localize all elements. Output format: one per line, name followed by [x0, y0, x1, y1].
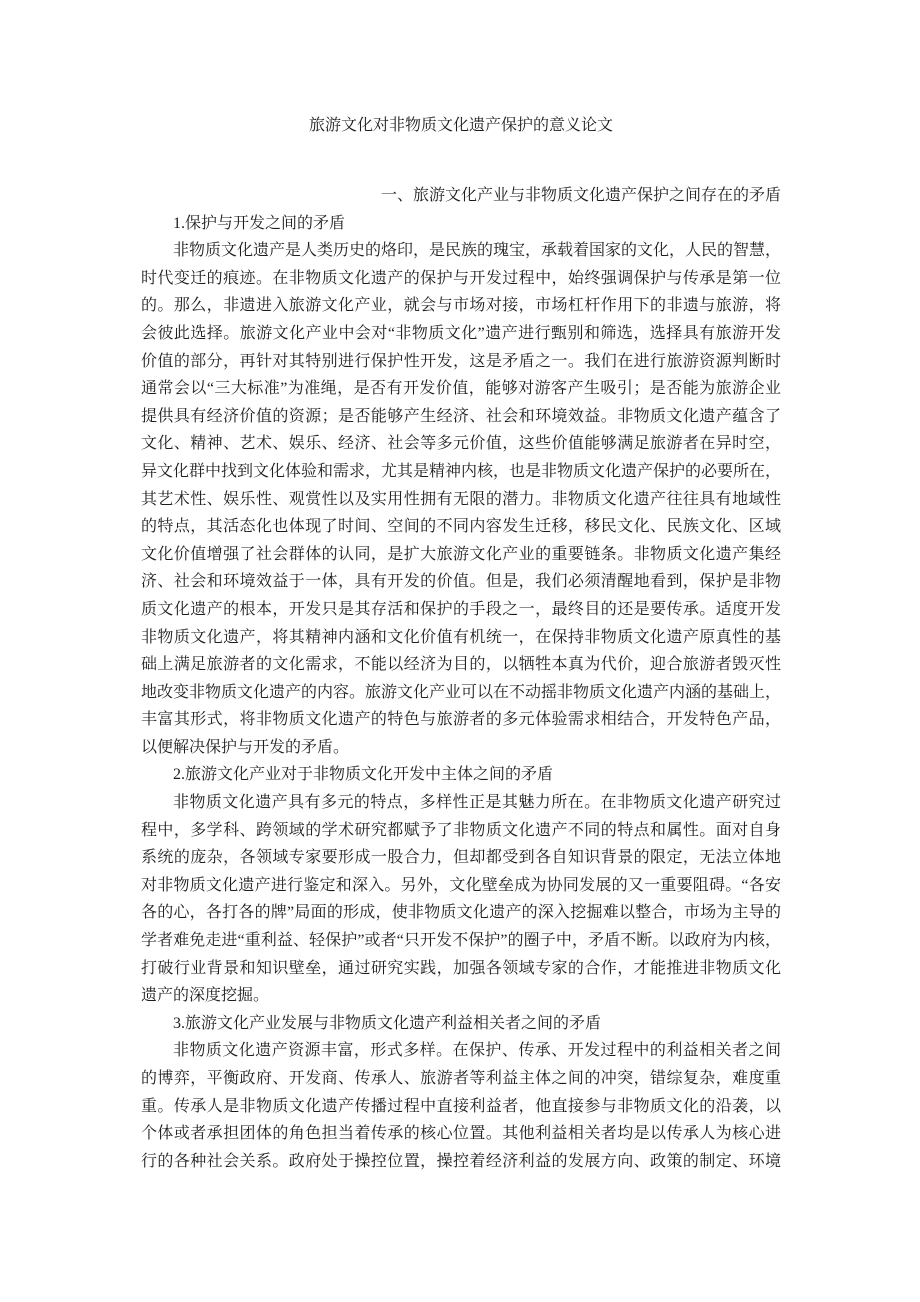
subheading: 2.旅游文化产业对于非物质文化开发中主体之间的矛盾: [173, 766, 554, 784]
text-line: 文化价值增强了社会群体的认同，是扩大旅游文化产业的重要链条。非物质文化遗产集经: [141, 545, 781, 563]
text-line: 通常会以“三大标准”为准绳，是否有开发价值，能够对游客产生吸引；是否能为旅游企业: [141, 380, 781, 398]
text-line: 地改变非物质文化遗产的内容。旅游文化产业可以在不动摇非物质文化遗产内涵的基础上，: [141, 683, 782, 701]
page-title: 旅游文化对非物质文化遗产保护的意义论文: [308, 117, 613, 134]
text-line: 丰富其形式，将非物质文化遗产的特色与旅游者的多元体验需求相结合，开发特色产品，: [141, 711, 781, 729]
text-line: 非物质文化遗产具有多元的特点，多样性正是其魅力所在。在非物质文化遗产研究过: [173, 794, 781, 812]
text-line: 个体或者承担团体的角色担当着传承的核心位置。其他利益相关者均是以传承人为核心进: [141, 1125, 781, 1143]
text-line: 遗产的深度挖掘。: [141, 987, 270, 1005]
text-line: 程中，多学科、跨领域的学术研究都赋予了非物质文化遗产不同的特点和属性。面对自身: [141, 821, 781, 839]
section-heading: 一、旅游文化产业与非物质文化遗产保护之间存在的矛盾: [380, 187, 781, 204]
text-line: 时代变迁的痕迹。在非物质文化遗产的保护与开发过程中，始终强调保护与传承是第一位: [141, 269, 781, 287]
text-line: 非物质文化遗产，将其精神内涵和文化价值有机统一，在保持非物质文化遗产原真性的基: [141, 628, 781, 646]
text-line: 价值的部分，再针对其特别进行保护性开发，这是矛盾之一。我们在进行旅游资源判断时: [141, 352, 781, 370]
text-line: 的博弈，平衡政府、开发商、传承人、旅游者等利益主体之间的冲突，错综复杂，难度重: [141, 1070, 781, 1087]
text-line: 的特点，其活态化也体现了时间、空间的不同内容发生迁移，移民文化、民族文化、区域: [141, 518, 781, 536]
text-line: 行的各种社会关系。政府处于操控位置，操控着经济利益的发展方向、政策的制定、环境: [141, 1152, 781, 1170]
text-line: 各的心，各打各的牌”局面的形成，使非物质文化遗产的深入挖掘难以整合，市场为主导的: [141, 904, 781, 922]
text-line: 学者难免走进“重利益、轻保护”或者“只开发不保护”的圈子中，矛盾不断。以政府为内核，: [141, 932, 781, 950]
text-line: 非物质文化遗产资源丰富，形式多样。在保护、传承、开发过程中的利益相关者之间: [173, 1042, 781, 1060]
text-line: 础上满足旅游者的文化需求，不能以经济为目的，以牺牲本真为代价，迎合旅游者毁灭性: [141, 656, 781, 674]
document-body: [141, 210, 781, 1176]
text-line: 异文化群中找到文化体验和需求，尤其是精神内核，也是非物质文化遗产保护的必要所在，: [141, 462, 782, 480]
text-line: 提供具有经济价值的资源；是否能够产生经济、社会和环境效益。非物质文化遗产蕴含了: [141, 407, 781, 425]
text-line: 会彼此选择。旅游文化产业中会对“非物质文化”遗产进行甄别和筛选，选择具有旅游开发: [141, 324, 781, 342]
text-line: 重。传承人是非物质文化遗产传播过程中直接利益者，他直接参与非物质文化的沿袭，以: [141, 1097, 781, 1115]
document-page: [141, 0, 781, 1175]
text-line: 系统的庞杂，各领域专家要形成一股合力，但却都受到各自知识背景的限定，无法立体地: [141, 849, 781, 867]
text-line: 文化、精神、艺术、娱乐、经济、社会等多元价值，这些价值能够满足旅游者在异时空，: [141, 435, 781, 453]
subheading: 3.旅游文化产业发展与非物质文化遗产利益相关者之间的矛盾: [173, 1014, 602, 1032]
text-line: 打破行业背景和知识壁垒，通过研究实践，加强各领域专家的合作，才能推进非物质文化: [141, 959, 781, 977]
text-line: 对非物质文化遗产进行鉴定和深入。另外，文化壁垒成为协同发展的又一重要阻碍。“各安: [141, 876, 781, 894]
text-line: 其艺术性、娱乐性、观赏性以及实用性拥有无限的潜力。非物质文化遗产往往具有地域性: [141, 490, 781, 508]
text-line: 的。那么，非遗进入旅游文化产业，就会与市场对接，市场杠杆作用下的非遗与旅游，将: [141, 297, 781, 315]
subheading: 1.保护与开发之间的矛盾: [173, 214, 346, 232]
text-line: 质文化遗产的根本，开发只是其存活和保护的手段之一，最终目的还是要传承。适度开发: [141, 600, 781, 618]
text-line: 非物质文化遗产是人类历史的烙印，是民族的瑰宝，承载着国家的文化，人民的智慧，: [173, 242, 782, 260]
text-line: 济、社会和环境效益于一体，具有开发的价值。但是，我们必须清醒地看到，保护是非物: [141, 573, 781, 591]
text-line: 以便解决保护与开发的矛盾。: [141, 738, 350, 756]
